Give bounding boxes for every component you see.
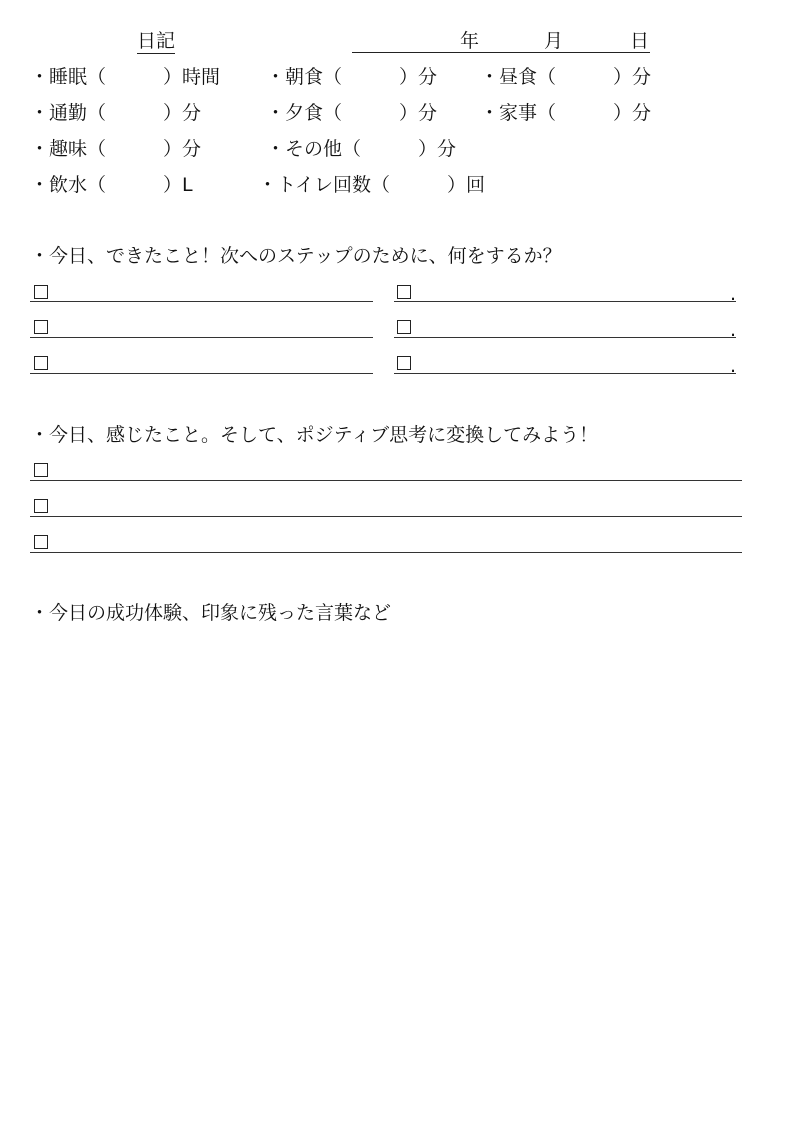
checkbox[interactable] bbox=[34, 356, 48, 370]
lunch-field[interactable]: ・昼食（ ）分 bbox=[480, 66, 652, 88]
write-line[interactable] bbox=[394, 373, 736, 374]
write-line[interactable] bbox=[394, 337, 736, 338]
write-line[interactable] bbox=[30, 373, 373, 374]
checkbox[interactable] bbox=[34, 463, 48, 477]
housework-field[interactable]: ・家事（ ）分 bbox=[480, 102, 652, 124]
write-line[interactable] bbox=[30, 516, 742, 517]
checkbox[interactable] bbox=[34, 285, 48, 299]
checkbox[interactable] bbox=[397, 356, 411, 370]
date-line[interactable] bbox=[352, 30, 650, 53]
water-field[interactable]: ・飲水（ ）L bbox=[30, 174, 193, 196]
day-label: 日 bbox=[630, 30, 650, 52]
checkbox[interactable] bbox=[397, 285, 411, 299]
write-line[interactable] bbox=[30, 552, 742, 553]
checkbox[interactable] bbox=[397, 320, 411, 334]
write-line[interactable] bbox=[30, 301, 373, 302]
write-line[interactable] bbox=[30, 480, 742, 481]
period-mark: . bbox=[730, 283, 737, 305]
period-mark: . bbox=[730, 355, 737, 377]
dinner-field[interactable]: ・夕食（ ）分 bbox=[266, 102, 438, 124]
page-title: 日記 bbox=[137, 30, 176, 52]
checkbox[interactable] bbox=[34, 499, 48, 513]
toilet-field[interactable]: ・トイレ回数（ ）回 bbox=[258, 174, 486, 196]
section-feelings-heading: ・今日、感じたこと。そして、ポジティブ思考に変換してみよう！ bbox=[30, 424, 599, 446]
commute-field[interactable]: ・通勤（ ）分 bbox=[30, 102, 202, 124]
checkbox[interactable] bbox=[34, 320, 48, 334]
section-success-heading: ・今日の成功体験、印象に残った言葉など bbox=[30, 602, 392, 624]
section-done-heading: ・今日、できたこと！次へのステップのために、何をするか？ bbox=[30, 245, 562, 267]
write-line[interactable] bbox=[30, 337, 373, 338]
sleep-field[interactable]: ・睡眠（ ）時間 bbox=[30, 66, 221, 88]
month-label: 月 bbox=[544, 30, 564, 52]
hobby-field[interactable]: ・趣味（ ）分 bbox=[30, 138, 202, 160]
write-line[interactable] bbox=[394, 301, 736, 302]
period-mark: . bbox=[730, 319, 737, 341]
checkbox[interactable] bbox=[34, 535, 48, 549]
year-label: 年 bbox=[460, 30, 480, 52]
other-field[interactable]: ・その他（ ）分 bbox=[266, 138, 457, 160]
breakfast-field[interactable]: ・朝食（ ）分 bbox=[266, 66, 438, 88]
